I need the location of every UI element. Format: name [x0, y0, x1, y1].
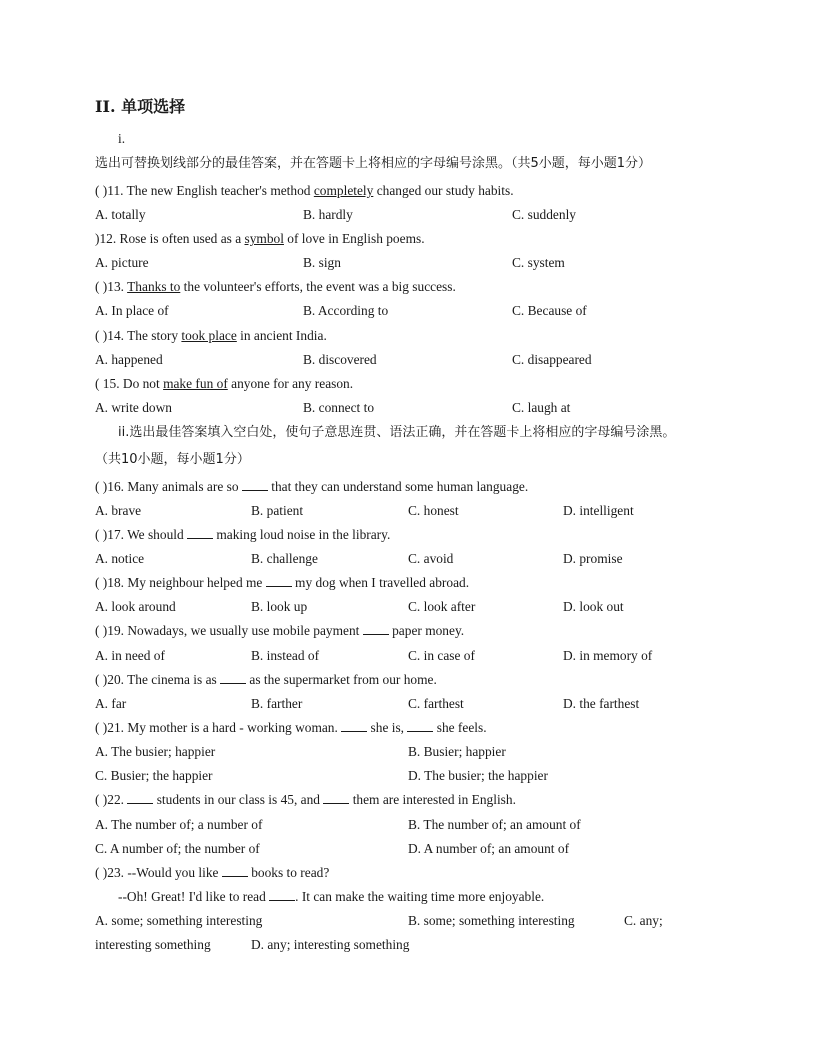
question-13-options	[0, 301, 816, 321]
question-18	[0, 573, 816, 593]
question-19-stem: ( )19. Nowadays, we usually use mobile payment paper money.	[95, 623, 465, 638]
question-22	[0, 790, 816, 810]
option-b[interactable]: B. look up	[251, 599, 308, 614]
option-a[interactable]: A. In place of	[95, 303, 169, 318]
question-23-options-row-1	[0, 911, 816, 931]
option-a[interactable]: A. The busier; happier	[95, 744, 216, 759]
option-d[interactable]: D. The busier; the happier	[408, 768, 548, 783]
option-b[interactable]: B. The number of; an amount of	[408, 817, 581, 832]
option-a[interactable]: A. look around	[95, 599, 176, 614]
question-13-stem: ( )13. Thanks to the volunteer's efforts, the event was a big success.	[95, 279, 456, 294]
question-20	[0, 670, 816, 690]
question-20-stem: ( )20. The cinema is as as the supermarket from our home.	[95, 672, 437, 687]
option-b[interactable]: B. instead of	[251, 648, 320, 663]
question-11	[0, 181, 816, 201]
question-23-reply	[0, 887, 816, 907]
question-16-options	[0, 501, 816, 521]
question-15	[0, 374, 816, 394]
answer-blank	[341, 720, 367, 732]
answer-blank	[127, 792, 153, 804]
option-a[interactable]: A. totally	[95, 207, 146, 222]
option-b[interactable]: B. farther	[251, 696, 303, 711]
option-c-continued[interactable]: interesting something	[95, 937, 211, 952]
option-b[interactable]: B. hardly	[303, 207, 353, 222]
option-d[interactable]: D. in memory of	[563, 648, 653, 663]
option-a[interactable]: A. happened	[95, 352, 163, 367]
option-c[interactable]: C. laugh at	[512, 400, 571, 415]
question-17-options	[0, 549, 816, 569]
option-c[interactable]: C. suddenly	[512, 207, 576, 222]
option-d[interactable]: D. A number of; an amount of	[408, 841, 570, 856]
answer-blank	[323, 792, 349, 804]
question-17-stem: ( )17. We should making loud noise in the library.	[95, 527, 391, 542]
option-a[interactable]: A. write down	[95, 400, 172, 415]
part-ii-instruction-line-1	[0, 423, 816, 443]
answer-blank	[407, 720, 433, 732]
question-12	[0, 229, 816, 249]
question-15-stem: ( 15. Do not make fun of anyone for any reason.	[95, 376, 354, 391]
option-d[interactable]: D. look out	[563, 599, 624, 614]
answer-blank	[363, 623, 389, 635]
option-c[interactable]: C. avoid	[408, 551, 454, 566]
option-a[interactable]: A. in need of	[95, 648, 165, 663]
option-a[interactable]: A. notice	[95, 551, 145, 566]
part-i-instruction-line	[0, 154, 816, 174]
option-a[interactable]: A. some; something interesting	[95, 913, 263, 928]
question-21-options-row-1	[0, 742, 816, 762]
part-i-label-line	[0, 129, 816, 149]
option-d[interactable]: D. the farthest	[563, 696, 640, 711]
question-22-options-row-1	[0, 815, 816, 835]
question-23-options-row-2	[0, 935, 816, 955]
part-ii-instruction-line-2	[0, 450, 816, 470]
option-c[interactable]: C. look after	[408, 599, 476, 614]
answer-blank	[220, 672, 246, 684]
question-14	[0, 326, 816, 346]
answer-blank	[187, 527, 213, 539]
option-a[interactable]: A. picture	[95, 255, 149, 270]
question-22-options-row-2	[0, 839, 816, 859]
option-b[interactable]: B. According to	[303, 303, 389, 318]
option-b[interactable]: B. challenge	[251, 551, 318, 566]
option-d[interactable]: D. any; interesting something	[251, 937, 410, 952]
question-21	[0, 718, 816, 738]
option-a[interactable]: A. far	[95, 696, 127, 711]
answer-blank	[269, 889, 295, 901]
question-17	[0, 525, 816, 545]
question-12-options	[0, 253, 816, 273]
option-b[interactable]: B. patient	[251, 503, 304, 518]
answer-blank	[266, 575, 292, 587]
part-ii-instruction-1: ii.选出最佳答案填入空白处，使句子意思连贯、语法正确，并在答题卡上将相应的字母编号涂黑。	[118, 425, 676, 440]
option-c[interactable]: C. any;	[624, 913, 663, 928]
answer-blank	[242, 479, 268, 491]
question-23-stem: ( )23. --Would you like books to read?	[95, 865, 330, 880]
option-c[interactable]: C. Because of	[512, 303, 587, 318]
question-21-stem: ( )21. My mother is a hard - working woman. she is, she feels.	[95, 720, 487, 735]
option-c[interactable]: C. system	[512, 255, 565, 270]
option-a[interactable]: A. brave	[95, 503, 142, 518]
question-21-options-row-2	[0, 766, 816, 786]
question-18-options	[0, 597, 816, 617]
option-b[interactable]: B. sign	[303, 255, 341, 270]
question-23-reply-text: --Oh! Great! I'd like to read . It can make the waiting time more enjoyable.	[118, 889, 545, 904]
option-d[interactable]: D. intelligent	[563, 503, 634, 518]
option-b[interactable]: B. some; something interesting	[408, 913, 575, 928]
option-c[interactable]: C. disappeared	[512, 352, 592, 367]
option-c[interactable]: C. Busier; the happier	[95, 768, 213, 783]
question-11-options	[0, 205, 816, 225]
option-b[interactable]: B. Busier; happier	[408, 744, 506, 759]
option-b[interactable]: B. connect to	[303, 400, 375, 415]
question-11-stem: ( )11. The new English teacher's method completely changed our study habits.	[95, 183, 514, 198]
part-i-label: i.	[118, 131, 126, 146]
option-c[interactable]: C. honest	[408, 503, 459, 518]
option-c[interactable]: C. A number of; the number of	[95, 841, 260, 856]
part-i-instruction: 选出可替换划线部分的最佳答案，并在答题卡上将相应的字母编号涂黑。（共5小题，每小题1分）	[95, 156, 652, 171]
question-23	[0, 863, 816, 883]
question-22-stem: ( )22. students in our class is 45, and them are interested in English.	[95, 792, 516, 807]
question-14-stem: ( )14. The story took place in ancient India.	[95, 328, 327, 343]
part-ii-instruction-2: （共10小题，每小题1分）	[95, 452, 250, 467]
option-d[interactable]: D. promise	[563, 551, 623, 566]
question-14-options	[0, 350, 816, 370]
question-13	[0, 277, 816, 297]
question-16	[0, 477, 816, 497]
option-a[interactable]: A. The number of; a number of	[95, 817, 263, 832]
question-16-stem: ( )16. Many animals are so that they can understand some human language.	[95, 479, 529, 494]
question-18-stem: ( )18. My neighbour helped me my dog when I travelled abroad.	[95, 575, 470, 590]
answer-blank	[222, 865, 248, 877]
question-15-options	[0, 398, 816, 418]
question-12-stem: )12. Rose is often used as a symbol of love in English poems.	[95, 231, 425, 246]
question-20-options	[0, 694, 816, 714]
question-19	[0, 621, 816, 641]
option-c[interactable]: C. in case of	[408, 648, 475, 663]
option-c[interactable]: C. farthest	[408, 696, 464, 711]
section-title: II. 单项选择	[95, 97, 186, 116]
question-19-options	[0, 646, 816, 666]
option-b[interactable]: B. discovered	[303, 352, 377, 367]
